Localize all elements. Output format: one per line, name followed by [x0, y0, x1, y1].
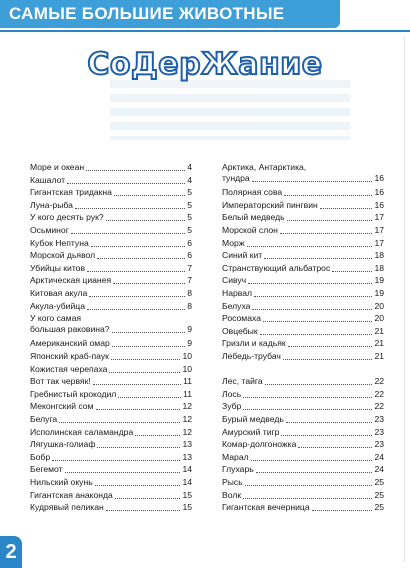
dot-leader: [89, 296, 185, 297]
toc-entry-label: Арктическая цианея: [30, 275, 112, 286]
page-title: [0, 47, 410, 82]
toc-entry-label: Бегемот: [30, 464, 63, 475]
toc-entry-label: Волк: [222, 489, 242, 500]
toc-entry[interactable]: [222, 427, 384, 438]
toc-entry-label: Лось: [222, 388, 242, 399]
toc-entry[interactable]: [222, 502, 384, 513]
toc-entry-page: 16: [374, 173, 384, 183]
toc-entry-label: Гигантская вечерница: [222, 502, 310, 513]
toc-entry-label: Полярная сова: [222, 187, 283, 198]
toc-entry-page: 21: [374, 325, 384, 336]
toc-entry-page: 5: [187, 187, 192, 198]
dot-leader: [260, 334, 373, 335]
toc-entry-label: Кудрявый пеликан: [30, 502, 104, 513]
toc-entry-page: 20: [374, 300, 384, 311]
toc-entry-page: 10: [182, 363, 192, 374]
toc-entry-label: Нильский окунь: [30, 477, 93, 487]
section-header: [0, 0, 340, 28]
toc-entry-label: Гигантская анаконда: [30, 489, 113, 500]
toc-entry[interactable]: [30, 162, 192, 173]
dot-leader: [75, 208, 185, 209]
dot-leader: [65, 472, 181, 473]
toc-entry-label: Комар-долгоножка: [222, 439, 297, 450]
toc-entry-label: Кашалот: [30, 174, 66, 185]
toc-entry-label: У кого десять рук?: [30, 212, 104, 223]
dot-leader: [263, 321, 372, 322]
toc-entry-page: 24: [374, 451, 384, 462]
dot-leader: [71, 233, 185, 234]
dot-leader: [112, 346, 185, 347]
dot-leader: [332, 271, 372, 272]
toc-entry-page: 8: [187, 288, 192, 298]
toc-entry-page: 21: [374, 338, 384, 349]
toc-entry-label: Убийцы китов: [30, 262, 86, 273]
toc-entry[interactable]: [222, 275, 384, 286]
toc-entry-label: Гризли и кадьяк: [222, 338, 286, 349]
toc-entry-label: Белый медведь: [222, 212, 285, 223]
toc-entry-label: Странствующий альбатрос: [222, 262, 331, 273]
toc-entry[interactable]: [222, 238, 384, 249]
dot-leader: [288, 346, 373, 347]
dot-leader: [67, 183, 185, 184]
toc-entry-label-line1: Арктика, Антарктика,: [222, 162, 307, 172]
toc-entry[interactable]: [30, 238, 192, 249]
toc-entry[interactable]: [30, 200, 192, 211]
dot-leader: [114, 195, 185, 196]
toc-entry-page: 21: [374, 351, 384, 361]
toc-entry-page: 16: [374, 199, 384, 210]
toc-entry-page: 5: [187, 212, 192, 223]
toc-entry-page: 22: [374, 388, 384, 399]
dot-leader: [286, 422, 373, 423]
dot-leader: [59, 422, 180, 423]
dot-leader: [264, 258, 372, 259]
toc-entry[interactable]: [222, 389, 384, 400]
toc-entry-page: 9: [187, 324, 192, 335]
dot-leader: [97, 447, 180, 448]
toc-entry[interactable]: [222, 452, 384, 463]
toc-entry-page: 12: [182, 414, 192, 424]
toc-entry-label: Амурский тигр: [222, 426, 280, 437]
toc-entry[interactable]: [222, 288, 384, 299]
dot-leader: [87, 309, 185, 310]
toc-entry-page: 22: [374, 401, 384, 412]
dot-leader: [111, 359, 181, 360]
toc-entry-page: 18: [374, 250, 384, 261]
toc-entry[interactable]: [222, 225, 384, 236]
header-rule: [0, 30, 410, 32]
dot-leader: [97, 258, 185, 259]
toc-entry-page: 23: [374, 426, 384, 437]
dot-leader: [91, 246, 185, 247]
dot-leader: [112, 332, 186, 333]
toc-entry[interactable]: [222, 351, 384, 362]
toc-entry[interactable]: [222, 263, 384, 274]
section-title: САМЫЕ БОЛЬШИЕ ЖИВОТНЫЕ: [9, 4, 285, 23]
toc-entry-label: Сивуч: [222, 275, 247, 286]
toc-entry-label: Лягушка-голиаф: [30, 439, 96, 450]
toc-entry-label: Кожистая черепаха: [30, 363, 108, 374]
toc-entry[interactable]: [222, 313, 384, 324]
toc-entry[interactable]: [30, 502, 192, 513]
toc-entry[interactable]: [222, 326, 384, 337]
dot-leader: [95, 485, 181, 486]
toc-entry-page: 5: [187, 199, 192, 210]
toc-entry[interactable]: [30, 401, 192, 412]
toc-entry-page: 17: [374, 212, 384, 223]
dot-leader: [283, 359, 373, 360]
toc-entry[interactable]: [30, 313, 192, 335]
dot-leader: [252, 181, 373, 182]
dot-leader: [320, 208, 373, 209]
dot-leader: [243, 498, 372, 499]
toc-entry-label: Белуга: [30, 414, 58, 424]
dot-leader: [298, 447, 372, 448]
toc-entry[interactable]: [222, 376, 384, 387]
dot-leader: [86, 170, 185, 171]
toc-entry-page: 4: [187, 174, 192, 185]
toc-entry-page: 22: [374, 376, 384, 387]
dot-leader: [287, 220, 373, 221]
toc-entry-label: Кубок Нептуна: [30, 237, 89, 248]
toc-entry[interactable]: [30, 364, 192, 375]
toc-entry-label: Лес, тайга: [222, 376, 263, 387]
dot-leader: [96, 409, 181, 410]
toc-entry-page: 13: [182, 439, 192, 450]
toc-entry[interactable]: [30, 301, 192, 312]
toc-entry-page: 14: [182, 477, 192, 487]
toc-entry[interactable]: [30, 187, 192, 198]
toc-entry-label: Китовая акула: [30, 288, 88, 298]
toc-entry-label: Росомаха: [222, 313, 261, 324]
dot-leader: [113, 283, 185, 284]
dot-leader: [106, 220, 186, 221]
toc-entry-label: Глухарь: [222, 464, 254, 475]
toc-entry-page: 18: [374, 262, 384, 273]
dot-leader: [87, 271, 185, 272]
dot-leader: [115, 498, 181, 499]
toc-entry[interactable]: [222, 250, 384, 261]
toc-entry[interactable]: [30, 338, 192, 349]
toc-entry-page: 9: [187, 338, 192, 349]
toc-entry[interactable]: [30, 250, 192, 261]
toc-entry[interactable]: [222, 477, 384, 488]
toc-entry-page: 24: [374, 464, 384, 475]
toc-entry-page: 23: [374, 439, 384, 450]
toc-entry-page: 23: [374, 414, 384, 424]
toc-entry-page: 14: [182, 464, 192, 475]
toc-entry[interactable]: [30, 464, 192, 475]
toc-entry-page: 7: [187, 275, 192, 286]
toc-entry[interactable]: [30, 288, 192, 299]
dot-leader: [243, 397, 372, 398]
dot-leader: [248, 283, 372, 284]
toc-entry[interactable]: [222, 439, 384, 450]
toc-entry-page: 19: [374, 288, 384, 298]
dot-leader: [256, 472, 373, 473]
toc-entry-page: 12: [182, 401, 192, 412]
dot-leader: [93, 384, 181, 385]
toc-entry-page: 4: [187, 162, 192, 172]
toc-entry-label: Овцебык: [222, 325, 258, 336]
toc-entry-page: 6: [187, 250, 192, 261]
page-number: 2: [0, 536, 22, 568]
dot-leader: [106, 510, 181, 511]
toc-entry-label: Акула-убийца: [30, 300, 85, 311]
toc-entry[interactable]: [222, 401, 384, 412]
dot-leader: [118, 397, 181, 398]
toc-entry-label: тундра: [222, 173, 250, 183]
dot-leader: [135, 435, 180, 436]
toc-entry-label: Морской дьявол: [30, 250, 96, 261]
toc-entry-label: большая раковина?: [30, 324, 110, 335]
toc-entry-label: Меконгский сом: [30, 401, 94, 412]
toc-entry-label: Вот так червяк!: [30, 376, 91, 387]
dot-leader: [52, 460, 180, 461]
dot-leader: [284, 195, 372, 196]
toc-entry[interactable]: [30, 414, 192, 425]
toc-entry-page: 25: [374, 489, 384, 500]
toc-entry[interactable]: [222, 187, 384, 198]
dot-leader: [245, 485, 373, 486]
toc-entry[interactable]: [222, 338, 384, 349]
toc-entry[interactable]: [30, 376, 192, 387]
toc-entry-label: Гигантская тридакна: [30, 187, 112, 198]
toc-entry-label: Марал: [222, 451, 249, 462]
toc-entry-page: 15: [182, 489, 192, 500]
dot-leader: [280, 233, 373, 234]
dot-leader: [254, 296, 372, 297]
toc-entry[interactable]: [30, 275, 192, 286]
toc-entry[interactable]: [222, 490, 384, 501]
toc-entry[interactable]: [222, 162, 384, 184]
toc-entry[interactable]: [222, 301, 384, 312]
dot-leader: [312, 510, 373, 511]
dot-leader: [251, 460, 373, 461]
toc-entry-label: Зубр: [222, 401, 242, 412]
toc-entry-page: 12: [182, 426, 192, 437]
toc-entry-page: 15: [182, 502, 192, 513]
toc-entry-label-line1: У кого самая: [30, 313, 82, 324]
toc-entry-label: Луна-рыба: [30, 199, 73, 210]
toc-entry-label: Рысь: [222, 477, 243, 487]
toc-entry-label: Японский краб-паук: [30, 351, 109, 361]
toc-entry[interactable]: [30, 439, 192, 450]
toc-entry-label: Лебедь-трубач: [222, 351, 281, 361]
toc-entry-page: 6: [187, 237, 192, 248]
toc-entry[interactable]: [222, 414, 384, 425]
toc-entry[interactable]: [222, 212, 384, 223]
dot-leader: [265, 384, 373, 385]
toc-entry-label: Белуха: [222, 300, 251, 311]
toc-entry[interactable]: [222, 200, 384, 211]
toc-entry-page: 5: [187, 225, 192, 235]
toc-entry-label: Нарвал: [222, 288, 253, 298]
toc-entry-page: 10: [182, 351, 192, 361]
toc-entry-page: 11: [183, 388, 192, 399]
toc-entry-label: Осьминог: [30, 225, 69, 235]
toc-entry-label: Бурый медведь: [222, 414, 284, 424]
toc-entry-label: Морж: [222, 237, 245, 248]
header-band: [0, 0, 410, 36]
faded-background-text: [110, 80, 350, 140]
toc-entry-page: 25: [374, 477, 384, 487]
toc-entry-page: 17: [374, 225, 384, 235]
toc-entry[interactable]: [30, 452, 192, 463]
toc-entry-page: 13: [182, 451, 192, 462]
toc-entry-label: Бобр: [30, 451, 51, 462]
dot-leader: [247, 246, 373, 247]
toc-entry-page: 17: [374, 237, 384, 248]
toc-entry-page: 19: [374, 275, 384, 286]
toc-entry-label: Исполинская саламандра: [30, 426, 134, 437]
toc-entry[interactable]: [30, 389, 192, 400]
toc-entry[interactable]: [30, 477, 192, 488]
toc-entry[interactable]: [30, 175, 192, 186]
toc-entry-label: Морской слон: [222, 225, 278, 235]
toc-entry[interactable]: [30, 263, 192, 274]
toc-entry[interactable]: [222, 464, 384, 475]
toc-entry[interactable]: [30, 225, 192, 236]
toc-entry-page: 25: [374, 502, 384, 513]
toc-entry[interactable]: [30, 212, 192, 223]
toc-entry-label: Гребнистый крокодил: [30, 388, 117, 399]
toc-entry[interactable]: [30, 351, 192, 362]
toc-entry-page: 16: [374, 187, 384, 198]
dot-leader: [252, 309, 372, 310]
toc-entry-label: Синий кит: [222, 250, 263, 261]
toc-entry-page: 11: [183, 376, 192, 387]
toc-entry-label: Императорский пингвин: [222, 199, 318, 210]
toc-entry-label: Американский омар: [30, 338, 110, 349]
dot-leader: [109, 372, 180, 373]
toc-entry[interactable]: [30, 427, 192, 438]
toc-entry-page: 7: [187, 262, 192, 273]
toc-entry[interactable]: [30, 490, 192, 501]
toc-entry-label: Море и океан: [30, 162, 85, 172]
toc-entry-page: 8: [187, 300, 192, 311]
toc-entry-page: 20: [374, 313, 384, 324]
page-title-text: СоДерЖание: [87, 47, 323, 82]
dot-leader: [243, 409, 372, 410]
dot-leader: [281, 435, 372, 436]
